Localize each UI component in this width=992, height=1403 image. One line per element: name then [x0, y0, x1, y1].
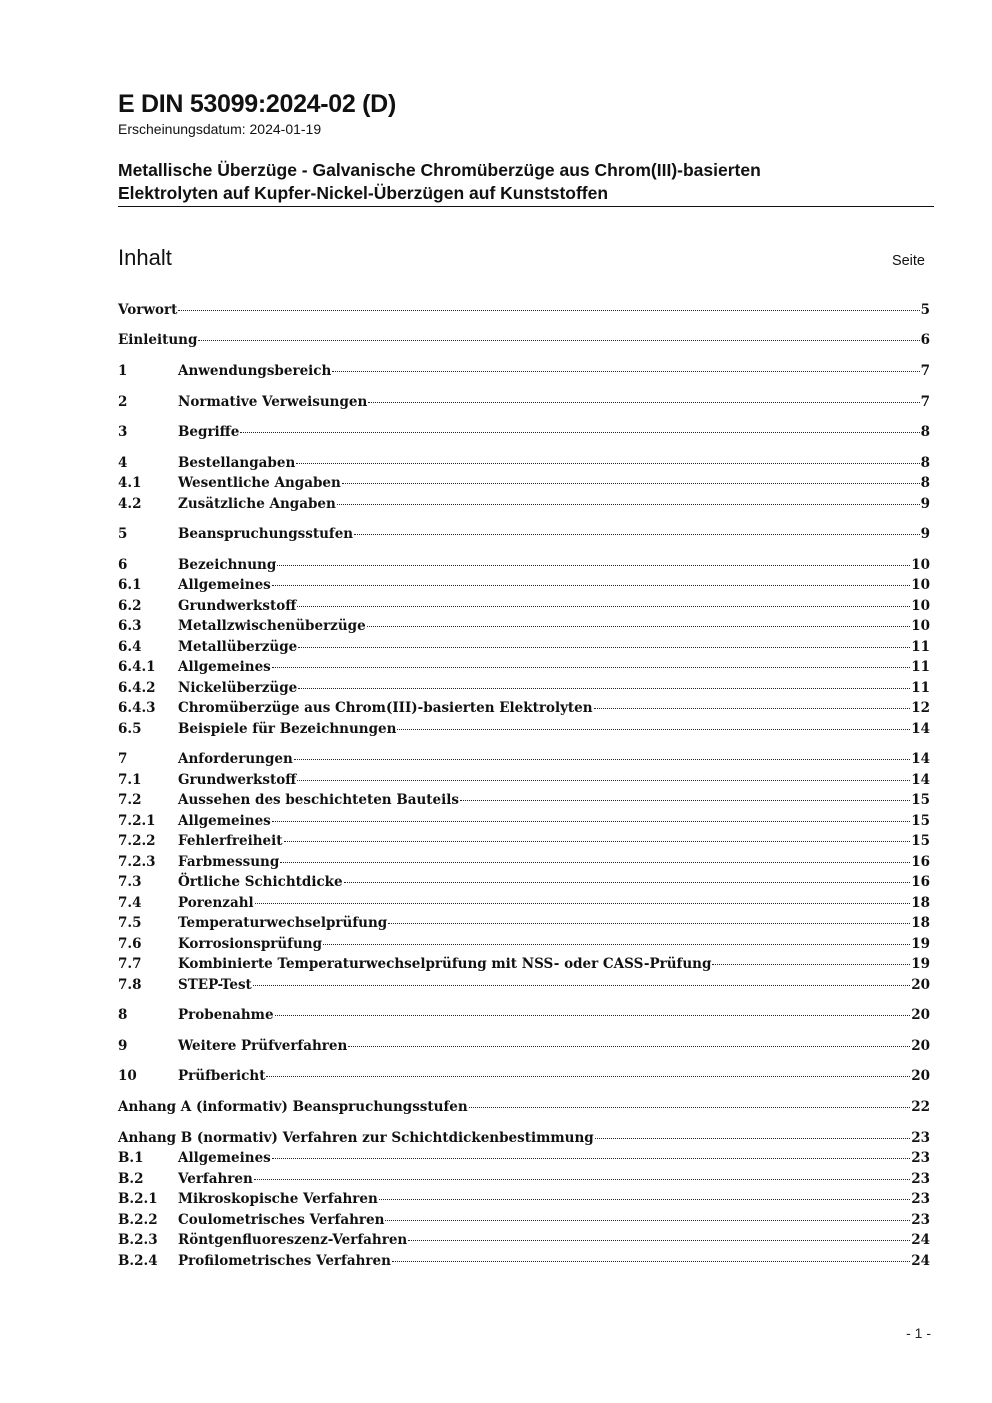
toc-entry-title: Nickelüberzüge — [178, 680, 298, 696]
toc-entry-title: Allgemeines — [178, 813, 271, 829]
toc-entry-number: 7.2.3 — [118, 854, 156, 870]
toc-entry[interactable] — [118, 833, 930, 853]
toc-entry-page: 19 — [911, 936, 930, 952]
toc-entry-title: Weitere Prüfverfahren — [178, 1038, 348, 1054]
toc-entry[interactable] — [118, 1150, 930, 1170]
toc-entry-title: Begriffe — [178, 424, 240, 440]
toc-entry[interactable] — [118, 639, 930, 659]
toc-entry-page: 20 — [911, 1038, 930, 1054]
toc-dot-leader — [253, 985, 910, 986]
toc-entry-title: Anhang B (normativ) Verfahren zur Schichtdickenbestimmung — [118, 1130, 594, 1146]
toc-entry-number: 4.1 — [118, 475, 142, 491]
toc-entry-number: B.2 — [118, 1171, 144, 1187]
toc-entry-number: 7.2.2 — [118, 833, 156, 849]
toc-entry[interactable] — [118, 496, 930, 516]
toc-entry-number: B.2.4 — [118, 1253, 158, 1269]
toc-dot-leader — [348, 1046, 910, 1047]
toc-entry-title: Verfahren — [178, 1171, 253, 1187]
toc-entry-page: 6 — [920, 332, 930, 348]
toc-entry-page: 19 — [911, 956, 930, 972]
toc-dot-leader — [469, 1107, 911, 1108]
toc-entry-title: Prüfbericht — [178, 1068, 266, 1084]
toc-entry-page: 23 — [911, 1150, 930, 1166]
toc-entry-page: 23 — [911, 1212, 930, 1228]
toc-entry-number: 4.2 — [118, 496, 142, 512]
toc-entry-page: 10 — [911, 577, 930, 593]
toc-entry[interactable] — [118, 363, 930, 383]
toc-entry-number: 8 — [118, 1007, 128, 1023]
toc-entry-title: Aussehen des beschichteten Bauteils — [178, 792, 459, 808]
toc-dot-leader — [367, 626, 911, 627]
toc-dot-leader — [255, 903, 911, 904]
toc-entry-number: 10 — [118, 1068, 137, 1084]
toc-dot-leader — [460, 800, 910, 801]
toc-dot-leader — [379, 1199, 910, 1200]
toc-entry-number: 3 — [118, 424, 128, 440]
toc-entry-title: Coulometrisches Verfahren — [178, 1212, 385, 1228]
toc-entry[interactable] — [118, 1253, 930, 1273]
toc-entry[interactable] — [118, 577, 930, 597]
toc-entry-number: 7.4 — [118, 895, 142, 911]
toc-entry-title: Wesentliche Angaben — [178, 475, 341, 491]
toc-entry[interactable] — [118, 424, 930, 444]
toc-entry[interactable] — [118, 1007, 930, 1027]
toc-entry-title: Bezeichnung — [178, 557, 277, 573]
toc-entry-page: 10 — [911, 598, 930, 614]
toc-entry[interactable] — [118, 956, 930, 976]
toc-entry-title: Allgemeines — [178, 577, 271, 593]
toc-heading: Inhalt — [118, 245, 172, 270]
toc-entry[interactable] — [118, 813, 930, 833]
toc-entry[interactable] — [118, 721, 930, 741]
toc-entry-title: Temperaturwechselprüfung — [178, 915, 388, 931]
toc-entry-title: Mikroskopische Verfahren — [178, 1191, 378, 1207]
toc-entry-title: Metallzwischenüberzüge — [178, 618, 366, 634]
toc-entry-title: Anhang A (informativ) Beanspruchungsstufen — [118, 1099, 468, 1115]
toc-dot-leader — [337, 504, 920, 505]
toc-dot-leader — [272, 821, 910, 822]
toc-entry[interactable] — [118, 751, 930, 771]
toc-entry-number: B.1 — [118, 1150, 144, 1166]
toc-dot-leader — [392, 1261, 910, 1262]
publication-date: Erscheinungsdatum: 2024-01-19 — [118, 121, 322, 137]
document-title-line-1: Metallische Überzüge - Galvanische Chromüberzüge aus Chrom(III)-basierten — [118, 160, 761, 180]
toc-entry[interactable] — [118, 915, 930, 935]
toc-entry-title: Einleitung — [118, 332, 198, 348]
toc-entry[interactable] — [118, 332, 930, 352]
toc-entry-number: 6.4.1 — [118, 659, 156, 675]
toc-entry[interactable] — [118, 659, 930, 679]
toc-entry-page: 16 — [911, 854, 930, 870]
toc-entry-title: Anforderungen — [178, 751, 293, 767]
toc-entry[interactable] — [118, 618, 930, 638]
toc-dot-leader — [385, 1220, 910, 1221]
toc-entry-number: 7.5 — [118, 915, 142, 931]
document-id: E DIN 53099:2024-02 (D) — [118, 90, 396, 118]
toc-entry-title: Beanspruchungsstufen — [178, 526, 354, 542]
toc-dot-leader — [323, 944, 910, 945]
toc-entry-number: B.2.2 — [118, 1212, 158, 1228]
toc-entry-title: Normative Verweisungen — [178, 394, 368, 410]
toc-entry-title: Grundwerkstoff — [178, 598, 297, 614]
toc-dot-leader — [297, 780, 910, 781]
toc-entry-title: Korrosionsprüfung — [178, 936, 323, 952]
toc-entry-page: 16 — [911, 874, 930, 890]
toc-entry-number: 7.6 — [118, 936, 142, 952]
toc-entry-page: 24 — [911, 1232, 930, 1248]
toc-dot-leader — [388, 923, 910, 924]
toc-dot-leader — [275, 1015, 911, 1016]
toc-entry[interactable] — [118, 854, 930, 874]
document-title — [118, 159, 934, 207]
toc-dot-leader — [254, 1179, 910, 1180]
toc-entry-number: 6.4.3 — [118, 700, 156, 716]
toc-entry[interactable] — [118, 1191, 930, 1211]
toc-entry[interactable] — [118, 874, 930, 894]
toc-entry[interactable] — [118, 557, 930, 577]
toc-dot-leader — [332, 371, 919, 372]
toc-entry-page: 20 — [911, 1007, 930, 1023]
toc-entry-title: Metallüberzüge — [178, 639, 298, 655]
toc-dot-leader — [296, 463, 919, 464]
toc-entry[interactable] — [118, 1212, 930, 1232]
toc-entry-title: Beispiele für Bezeichnungen — [178, 721, 397, 737]
toc-entry[interactable] — [118, 700, 930, 720]
toc-entry-title: Porenzahl — [178, 895, 254, 911]
toc-dot-leader — [277, 565, 910, 566]
toc-entry-page: 14 — [911, 751, 930, 767]
toc-entry-title: Probenahme — [178, 1007, 274, 1023]
toc-entry-page: 11 — [911, 659, 930, 675]
toc-entry[interactable] — [118, 598, 930, 618]
toc-entry-number: 1 — [118, 363, 128, 379]
toc-entry-number: 6.4 — [118, 639, 142, 655]
toc-entry-title: Vorwort — [118, 302, 178, 318]
toc-entry[interactable] — [118, 394, 930, 414]
toc-entry-number: 7.2 — [118, 792, 142, 808]
toc-entry-number: 2 — [118, 394, 128, 410]
toc-dot-leader — [712, 964, 910, 965]
toc-entry-title: Chromüberzüge aus Chrom(III)-basierten Elektrolyten — [178, 700, 593, 716]
toc-entry[interactable] — [118, 1232, 930, 1252]
toc-entry-number: 6.3 — [118, 618, 142, 634]
toc-entry-page: 8 — [920, 455, 930, 471]
toc-entry-title: Kombinierte Temperaturwechselprüfung mit NSS- oder CASS-Prüfung — [178, 956, 712, 972]
toc-dot-leader — [198, 340, 919, 341]
footer-page-number: - 1 - — [906, 1325, 931, 1341]
toc-entry-page: 7 — [920, 363, 930, 379]
toc-entry[interactable] — [118, 1171, 930, 1191]
toc-entry-number: 7.1 — [118, 772, 142, 788]
toc-entry-number: 6.5 — [118, 721, 142, 737]
toc-entry-title: Örtliche Schichtdicke — [178, 874, 343, 890]
toc-dot-leader — [298, 647, 910, 648]
toc-dot-leader — [266, 1076, 910, 1077]
toc-entry-number: 6.4.2 — [118, 680, 156, 696]
toc-entry-title: Farbmessung — [178, 854, 280, 870]
toc-dot-leader — [178, 310, 919, 311]
toc-entry-page: 7 — [920, 394, 930, 410]
toc-entry[interactable] — [118, 977, 930, 997]
toc-dot-leader — [595, 1138, 910, 1139]
toc-entry-title: Fehlerfreiheit — [178, 833, 283, 849]
toc-entry-page: 5 — [920, 302, 930, 318]
toc-entry[interactable] — [118, 1038, 930, 1058]
toc-entry-page: 14 — [911, 721, 930, 737]
page-column-label: Seite — [891, 253, 925, 269]
toc-entry[interactable] — [118, 1099, 930, 1119]
toc-entry-page: 18 — [911, 895, 930, 911]
toc-entry-number: 7.3 — [118, 874, 142, 890]
toc-entry[interactable] — [118, 792, 930, 812]
toc-dot-leader — [297, 606, 910, 607]
toc-entry-title: Allgemeines — [178, 1150, 271, 1166]
toc-entry-number: B.2.1 — [118, 1191, 158, 1207]
toc-entry-number: 6 — [118, 557, 128, 573]
toc-entry-number: 7 — [118, 751, 128, 767]
toc-entry[interactable] — [118, 895, 930, 915]
toc-entry-page: 24 — [911, 1253, 930, 1269]
toc-dot-leader — [272, 585, 910, 586]
toc-entry[interactable] — [118, 1130, 930, 1150]
toc-entry[interactable] — [118, 455, 930, 475]
toc-entry-page: 20 — [911, 1068, 930, 1084]
toc-dot-leader — [284, 841, 911, 842]
toc-dot-leader — [280, 862, 910, 863]
toc-dot-leader — [298, 688, 910, 689]
toc-entry[interactable] — [118, 302, 930, 322]
toc-entry-page: 8 — [920, 424, 930, 440]
toc-entry-page: 23 — [911, 1130, 930, 1146]
toc-entry-page: 9 — [920, 526, 930, 542]
toc-entry-page: 15 — [911, 813, 930, 829]
toc-entry-page: 9 — [920, 496, 930, 512]
toc-dot-leader — [272, 1158, 910, 1159]
toc-dot-leader — [342, 483, 920, 484]
toc-entry-page: 20 — [911, 977, 930, 993]
toc-entry[interactable] — [118, 526, 930, 546]
toc-entry-page: 12 — [911, 700, 930, 716]
toc-entry-title: Zusätzliche Angaben — [178, 496, 336, 512]
toc-entry-title: Bestellangaben — [178, 455, 296, 471]
toc-entry-number: 4 — [118, 455, 128, 471]
document-title-line-2: Elektrolyten auf Kupfer-Nickel-Überzügen auf Kunststoffen — [118, 183, 609, 203]
toc-entry-page: 14 — [911, 772, 930, 788]
toc-entry-title: Allgemeines — [178, 659, 271, 675]
toc-entry[interactable] — [118, 936, 930, 956]
toc-entry-number: 6.2 — [118, 598, 142, 614]
toc-entry-page: 11 — [911, 639, 930, 655]
toc-entry-page: 8 — [920, 475, 930, 491]
toc-dot-leader — [594, 708, 911, 709]
toc-dot-leader — [344, 882, 911, 883]
toc-entry-page: 22 — [911, 1099, 930, 1115]
toc-entry-page: 10 — [911, 557, 930, 573]
toc-entry-number: 9 — [118, 1038, 128, 1054]
toc-entry-page: 11 — [911, 680, 930, 696]
toc-entry-title: Grundwerkstoff — [178, 772, 297, 788]
toc-entry-page: 15 — [911, 833, 930, 849]
toc-dot-leader — [354, 534, 919, 535]
toc-entry-title: Profilometrisches Verfahren — [178, 1253, 391, 1269]
toc-entry-number: B.2.3 — [118, 1232, 158, 1248]
toc-entry-page: 23 — [911, 1171, 930, 1187]
toc-dot-leader — [240, 432, 919, 433]
toc-dot-leader — [272, 667, 910, 668]
toc-entry-page: 15 — [911, 792, 930, 808]
toc-dot-leader — [408, 1240, 910, 1241]
toc-entry-title: STEP-Test — [178, 977, 252, 993]
toc-entry-number: 7.7 — [118, 956, 142, 972]
toc-entry-title: Anwendungsbereich — [178, 363, 332, 379]
toc-entry[interactable] — [118, 772, 930, 792]
toc-entry[interactable] — [118, 475, 930, 495]
toc-entry-number: 7.2.1 — [118, 813, 156, 829]
toc-entry[interactable] — [118, 1068, 930, 1088]
toc-entry-number: 5 — [118, 526, 128, 542]
toc-dot-leader — [294, 759, 910, 760]
toc-entry-page: 18 — [911, 915, 930, 931]
toc-entry-number: 7.8 — [118, 977, 142, 993]
toc-entry-title: Röntgenfluoreszenz-Verfahren — [178, 1232, 408, 1248]
toc-dot-leader — [368, 402, 919, 403]
toc-entry-number: 6.1 — [118, 577, 142, 593]
toc-entry-page: 10 — [911, 618, 930, 634]
toc-entry-page: 23 — [911, 1191, 930, 1207]
toc-dot-leader — [397, 729, 910, 730]
toc-entry[interactable] — [118, 680, 930, 700]
